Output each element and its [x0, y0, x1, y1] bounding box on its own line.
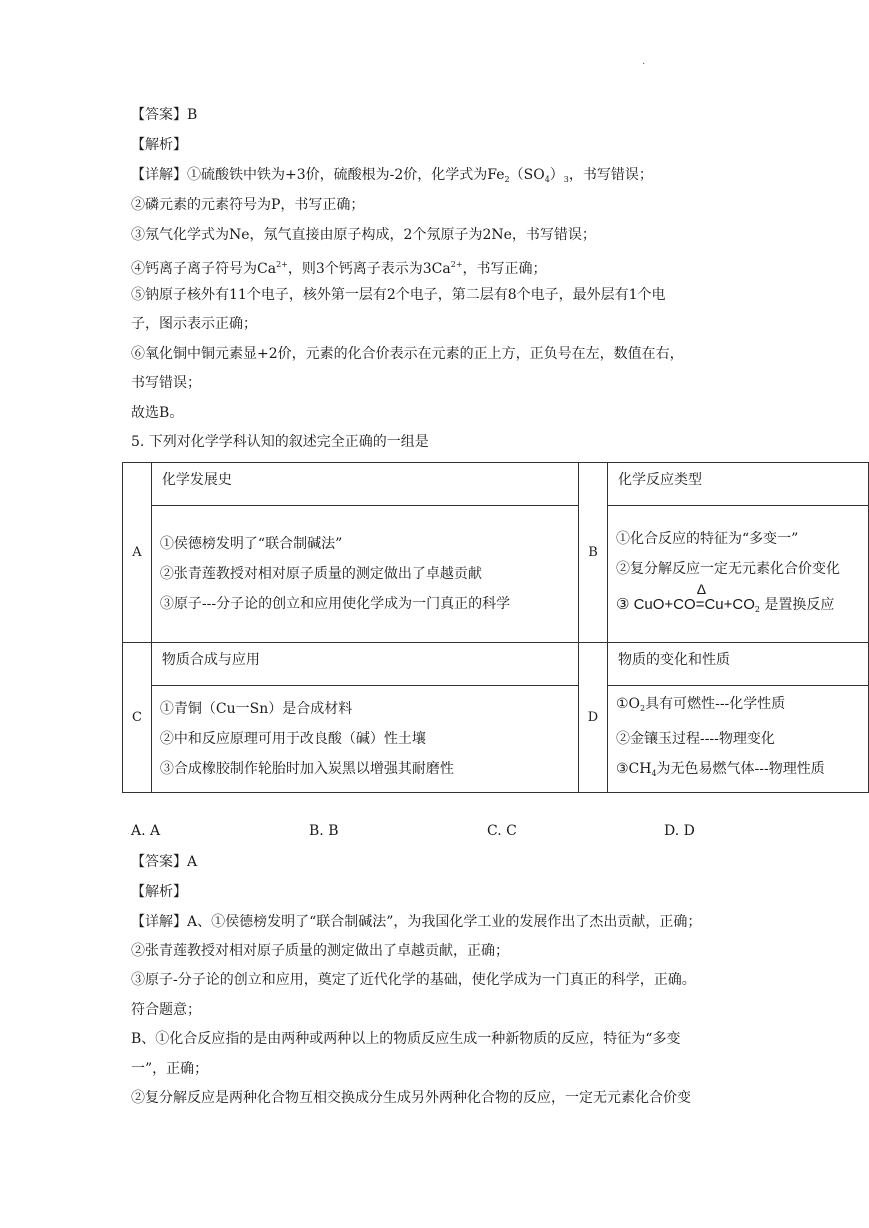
- subscript: 4: [544, 175, 550, 184]
- text-run: 是置换反应: [759, 596, 835, 613]
- option-a[interactable]: A. A: [131, 823, 161, 839]
- cell-letter-b: B: [579, 463, 608, 643]
- q5-detail-line-7: ②复分解反应是两种化合物互相交换成分生成另外两种化合物的反应，一定无元素化合价变: [131, 1090, 691, 1106]
- q4-analysis-label: 【解析】: [131, 137, 187, 153]
- q4-detail-line-9: 故选B。: [131, 405, 184, 421]
- superscript: 2+: [276, 260, 288, 269]
- heat-equals: [695, 583, 707, 620]
- list-item: ②金镶玉过程----物理变化: [615, 731, 775, 747]
- q4-detail-line-3: ③氖气化学式为Ne，氖气直接由原子构成，2个氖原子为2Ne，书写错误；: [131, 227, 596, 243]
- cell-letter-c: C: [123, 643, 152, 793]
- q4-detail-line-4: [131, 255, 547, 279]
- text-run: 为无色易燃气体---物理性质: [656, 761, 825, 777]
- option-d[interactable]: D. D: [664, 823, 695, 839]
- text-run: ，书写错误；: [568, 167, 653, 183]
- text-run: ①O: [615, 696, 640, 712]
- q4-detail-line-8: 书写错误；: [131, 375, 201, 391]
- text-run: ，书写正确；: [462, 261, 547, 277]
- q4-detail-line-6: 子，图示表示正确；: [131, 316, 257, 332]
- list-item: ①化合反应的特征为“多变一”: [615, 530, 799, 547]
- list-item-formula: [616, 584, 868, 625]
- list-item: ③合成橡胶制作轮胎时加入炭黑以增强其耐磨性: [159, 761, 454, 777]
- cell-letter-a: A: [123, 463, 152, 643]
- text-run: 具有可燃性---化学性质: [645, 696, 786, 712]
- q5-answer: 【答案】A: [131, 854, 198, 870]
- option-b[interactable]: B. B: [309, 823, 339, 839]
- text-run: ④钙离子离子符号为Ca: [131, 261, 277, 277]
- page-dot: .: [642, 56, 646, 67]
- head-text: 化学发展史: [161, 472, 232, 488]
- list-item: ②中和反应原理可用于改良酸（碱）性土壤: [159, 731, 426, 747]
- formula-run: ③ CuO+CO: [615, 595, 696, 613]
- q5-detail-line-2: ②张青莲教授对相对原子质量的测定做出了卓越贡献，正确；: [131, 943, 509, 959]
- subscript: 3: [563, 175, 569, 184]
- text-run: ，则3个钙离子表示为3Ca: [287, 261, 451, 277]
- cell-letter-d: D: [579, 643, 608, 793]
- q4-detail-line-2: ②磷元素的元素符号为P，书写正确；: [131, 197, 365, 213]
- cell-body-d: [607, 686, 868, 793]
- list-item: [616, 754, 868, 789]
- head-text: 物质的变化和性质: [617, 652, 730, 668]
- cell-head-d: [607, 643, 868, 686]
- q5-options: [131, 823, 831, 843]
- text-run: ）: [549, 167, 564, 183]
- q4-detail-line-1: [131, 165, 653, 190]
- subscript: 2: [504, 175, 510, 184]
- text-run: ③CH: [615, 761, 652, 777]
- list-item: ①侯德榜发明了“联合制碱法”: [159, 536, 343, 552]
- q4-detail-line-5: ⑤钠原子核外有11个电子，核外第一层有2个电子，第二层有8个电子，最外层有1个电: [131, 287, 666, 303]
- list-item: ③原子---分子论的创立和应用使化学成为一门真正的科学: [159, 596, 511, 612]
- cell-head-a: [151, 463, 578, 506]
- q4-detail-line-7: ⑥氧化铜中铜元素显+2价，元素的化合价表示在元素的正上方，正负号在左，数值在右，: [131, 346, 684, 362]
- q5-detail-line-1: 【详解】A、①侯德榜发明了“联合制碱法”，为我国化学工业的发展作出了杰出贡献，正确；: [131, 914, 702, 930]
- subscript: 2: [640, 704, 646, 713]
- cell-body-a: [151, 506, 578, 643]
- head-text: 物质合成与应用: [161, 652, 260, 668]
- subscript: 2: [754, 604, 760, 614]
- text-run: 【详解】①硫酸铁中铁为+3价，硫酸根为-2价，化学式为Fe: [131, 167, 505, 183]
- q5-analysis-label: 【解析】: [131, 884, 187, 900]
- q5-detail-line-6: 一”，正确；: [131, 1061, 209, 1077]
- q5-detail-line-3: ③原子-分子论的创立和应用，奠定了近代化学的基础，使化学成为一门真正的科学，正确。: [131, 972, 696, 988]
- superscript: 2+: [450, 260, 463, 269]
- text-run: （SO: [509, 167, 545, 183]
- q5-detail-line-4: 符合题意；: [131, 1002, 201, 1018]
- list-item: ②复分解反应一定无元素化合价变化: [615, 560, 840, 577]
- delta-icon: Δ: [696, 583, 707, 597]
- q4-answer: 【答案】B: [131, 107, 198, 123]
- q5-stem: 5. 下列对化学学科认知的叙述完全正确的一组是: [131, 434, 429, 450]
- subscript: 4: [651, 769, 657, 778]
- equals-sign: =: [695, 595, 705, 613]
- cell-body-b: [607, 506, 868, 643]
- head-text: 化学反应类型: [617, 472, 702, 488]
- formula-run: Cu+CO: [704, 595, 755, 613]
- cell-body-c: [151, 686, 578, 793]
- q5-table: [122, 462, 869, 793]
- q5-detail-line-5: B、①化合反应指的是由两种或两种以上的物质反应生成一种新物质的反应，特征为“多变: [131, 1031, 681, 1047]
- option-c[interactable]: C. C: [487, 823, 517, 839]
- list-item: ①青铜（Cu一Sn）是合成材料: [159, 701, 353, 717]
- list-item: ②张青莲教授对相对原子质量的测定做出了卓越贡献: [159, 566, 482, 582]
- cell-head-b: [607, 463, 868, 506]
- cell-head-c: [151, 643, 578, 686]
- list-item: [616, 689, 868, 724]
